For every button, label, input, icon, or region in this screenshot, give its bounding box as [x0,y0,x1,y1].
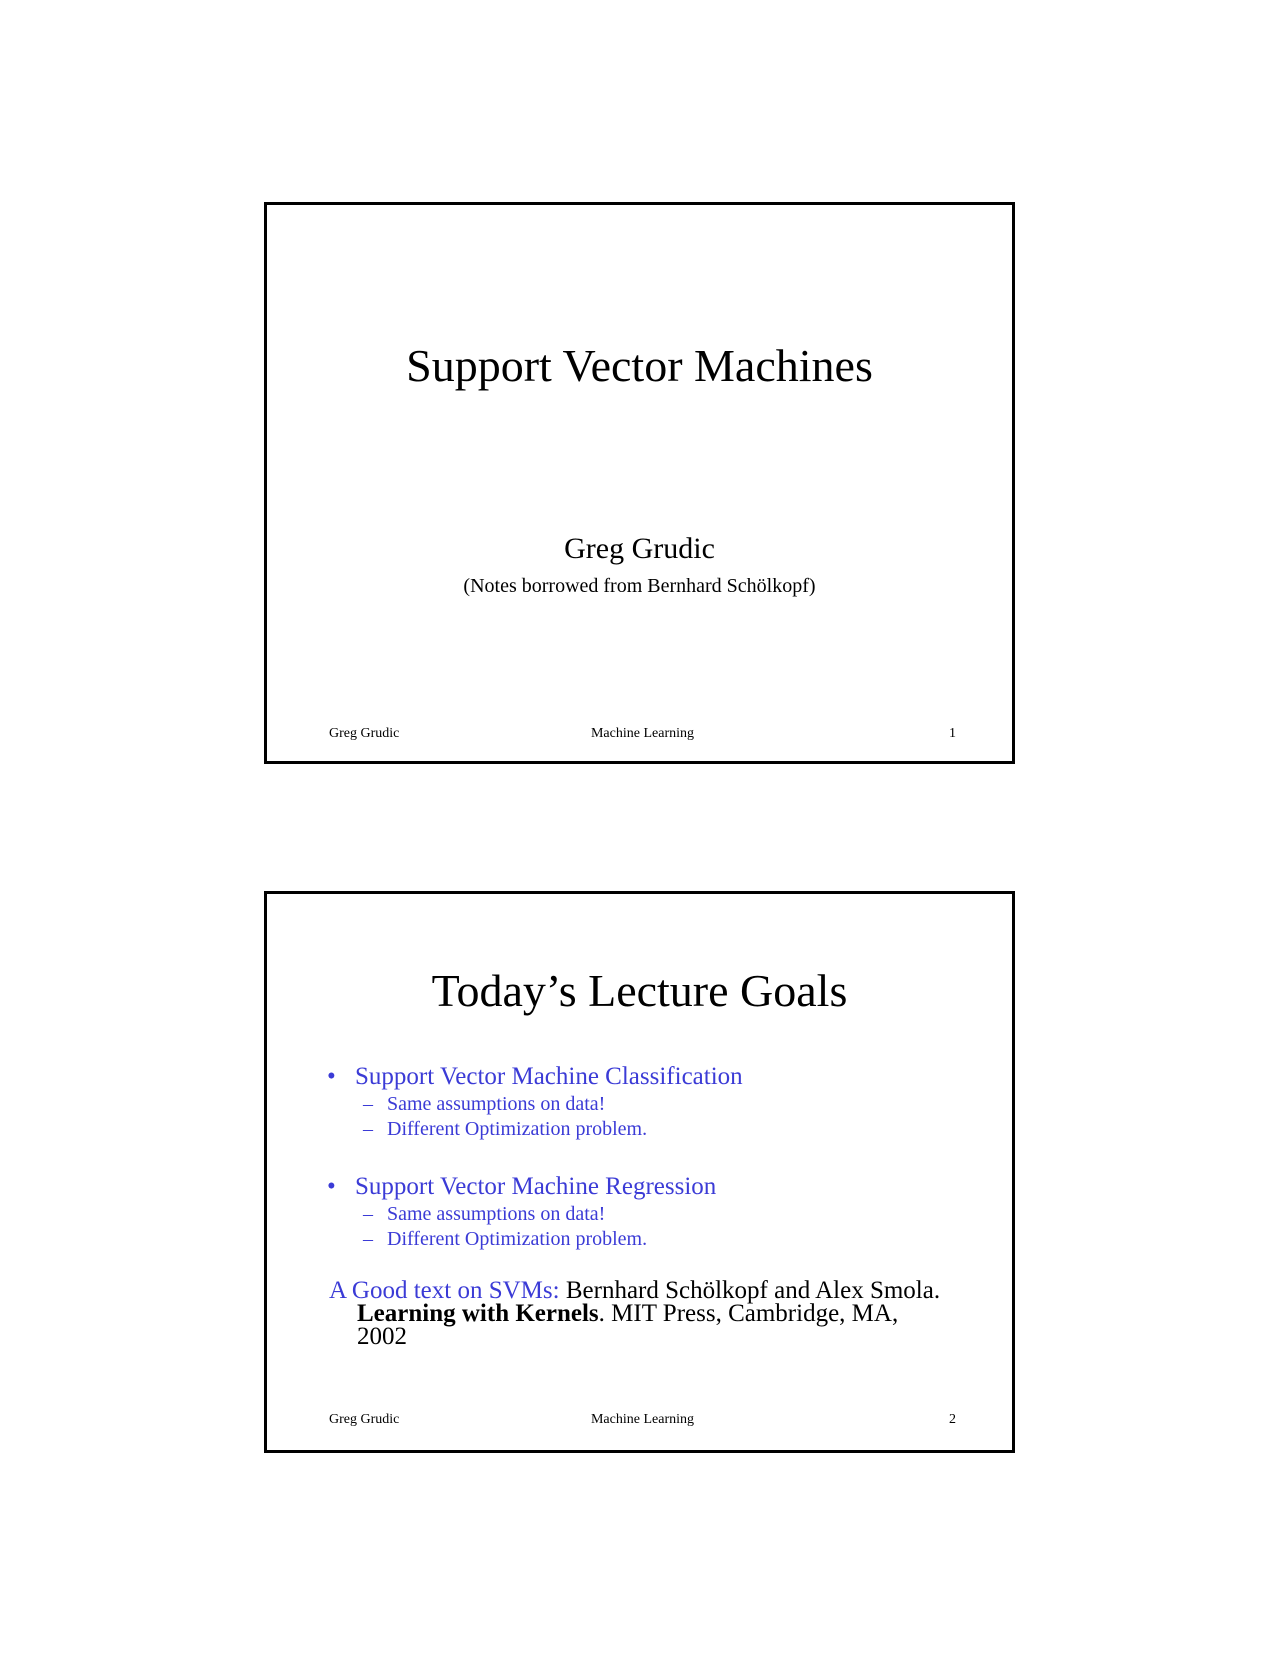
reference-year: 2002 [357,1323,407,1350]
author-name: Greg Grudic [564,532,715,565]
footer-course: Machine Learning [590,726,694,741]
sub-bullet-marker: – [363,1228,373,1250]
sub-bullet-item [327,1202,967,1227]
reference-line-2 [329,1302,969,1325]
sub-bullet-marker: – [363,1093,373,1115]
reference-line-1 [329,1279,969,1302]
slide-title: Support Vector Machines [406,340,873,391]
reference-publisher: . MIT Press, Cambridge, MA, [598,1300,899,1327]
sub-bullet-text: Same assumptions on data! [387,1203,606,1225]
slide-title: Today’s Lecture Goals [431,965,848,1016]
sub-bullet-marker: – [363,1118,373,1140]
slide-footer [329,726,956,746]
sub-bullet-item [327,1227,967,1252]
footer-author: Greg Grudic [329,726,400,741]
bullet-list [327,1062,967,1252]
sub-bullet-text: Different Optimization problem. [387,1228,648,1250]
footer-page-number: 2 [949,1412,956,1427]
slide-1 [264,202,1015,764]
reference-authors: Bernhard Schölkopf and Alex Smola. [559,1277,941,1304]
bullet-group [327,1172,967,1252]
footer-page-number: 1 [949,726,956,741]
bullet-marker: • [327,1173,336,1200]
footer-author: Greg Grudic [329,1412,400,1427]
sub-bullet-text: Different Optimization problem. [387,1118,648,1140]
bullet-item [327,1172,967,1202]
reference-book-title: Learning with Kernels [357,1300,599,1327]
sub-bullet-text: Same assumptions on data! [387,1093,606,1115]
reference-lead: A Good text on SVMs: [329,1277,560,1304]
sub-bullet-item [327,1117,967,1142]
sub-bullet-item [327,1092,967,1117]
sub-bullet-marker: – [363,1203,373,1225]
bullet-text: Support Vector Machine Regression [355,1173,717,1200]
credit-note: (Notes borrowed from Bernhard Schölkopf) [463,575,816,597]
book-reference [329,1279,969,1348]
slide-footer [329,1412,956,1432]
bullet-marker: • [327,1063,336,1090]
bullet-item [327,1062,967,1092]
slide-2 [264,891,1015,1453]
bullet-group [327,1062,967,1142]
footer-course: Machine Learning [590,1412,694,1427]
bullet-text: Support Vector Machine Classification [355,1063,743,1090]
